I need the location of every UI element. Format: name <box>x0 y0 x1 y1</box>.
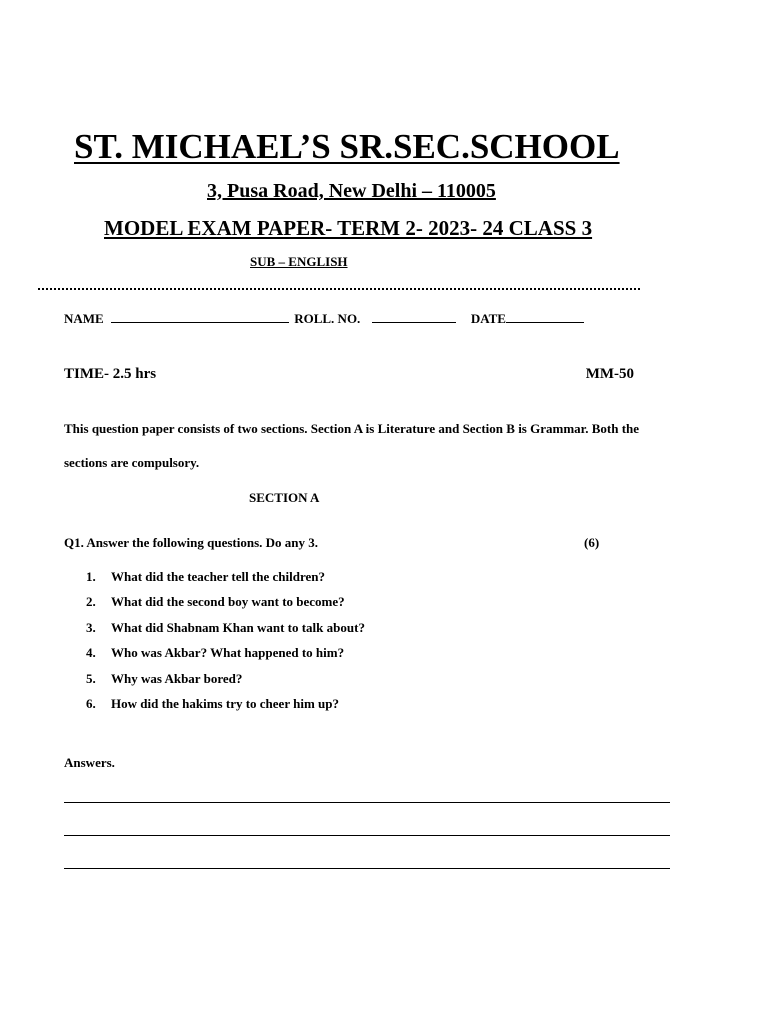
roll-no-field[interactable] <box>372 310 456 323</box>
name-field[interactable] <box>111 310 289 323</box>
answer-line[interactable] <box>64 802 670 803</box>
max-marks: MM-50 <box>585 366 634 382</box>
roll-no-label: ROLL. NO. <box>294 311 361 326</box>
list-item: 5. Why was Akbar bored? <box>86 670 243 686</box>
question-text: How did the hakims try to cheer him up? <box>111 695 339 711</box>
list-item: 1. What did the teacher tell the children? <box>86 569 326 584</box>
dotted-divider <box>38 288 640 290</box>
q1-prompt: Q1. Answer the following questions. Do any 3. <box>64 535 319 550</box>
school-address: 3, Pusa Road, New Delhi – 110005 <box>207 180 496 202</box>
question-text: What did the teacher tell the children? <box>111 569 326 584</box>
date-label: DATE <box>470 311 506 326</box>
q1-marks: (6) <box>584 535 600 550</box>
school-name: ST. MICHAEL’S SR.SEC.SCHOOL <box>74 127 620 166</box>
list-item: 3. What did Shabnam Khan want to talk about? <box>86 619 365 635</box>
list-item: 6. How did the hakims try to cheer him up? <box>86 695 339 711</box>
exam-time: TIME- 2.5 hrs <box>64 366 157 382</box>
section-a-heading: SECTION A <box>249 490 320 505</box>
question-text: Who was Akbar? What happened to him? <box>111 645 345 661</box>
instructions: This question paper consists of two sections. Section A is Literature and Section B is Grammar. Both the sections are compulsory. <box>64 421 640 470</box>
question-text: What did the second boy want to become? <box>111 594 345 610</box>
answer-line[interactable] <box>64 835 670 836</box>
question-text: Why was Akbar bored? <box>111 670 243 686</box>
name-label: NAME <box>64 311 104 326</box>
question-text: What did Shabnam Khan want to talk about? <box>111 619 365 635</box>
date-field[interactable] <box>506 310 584 323</box>
answers-label: Answers. <box>64 755 115 770</box>
answer-line[interactable] <box>64 868 670 869</box>
list-item: 2. What did the second boy want to become? <box>86 594 345 610</box>
question-list <box>86 568 365 720</box>
student-info-row <box>64 310 584 327</box>
subject-label: SUB – ENGLISH <box>250 254 348 269</box>
exam-title: MODEL EXAM PAPER- TERM 2- 2023- 24 CLASS 3 <box>104 216 593 240</box>
list-item: 4. Who was Akbar? What happened to him? <box>86 645 345 661</box>
